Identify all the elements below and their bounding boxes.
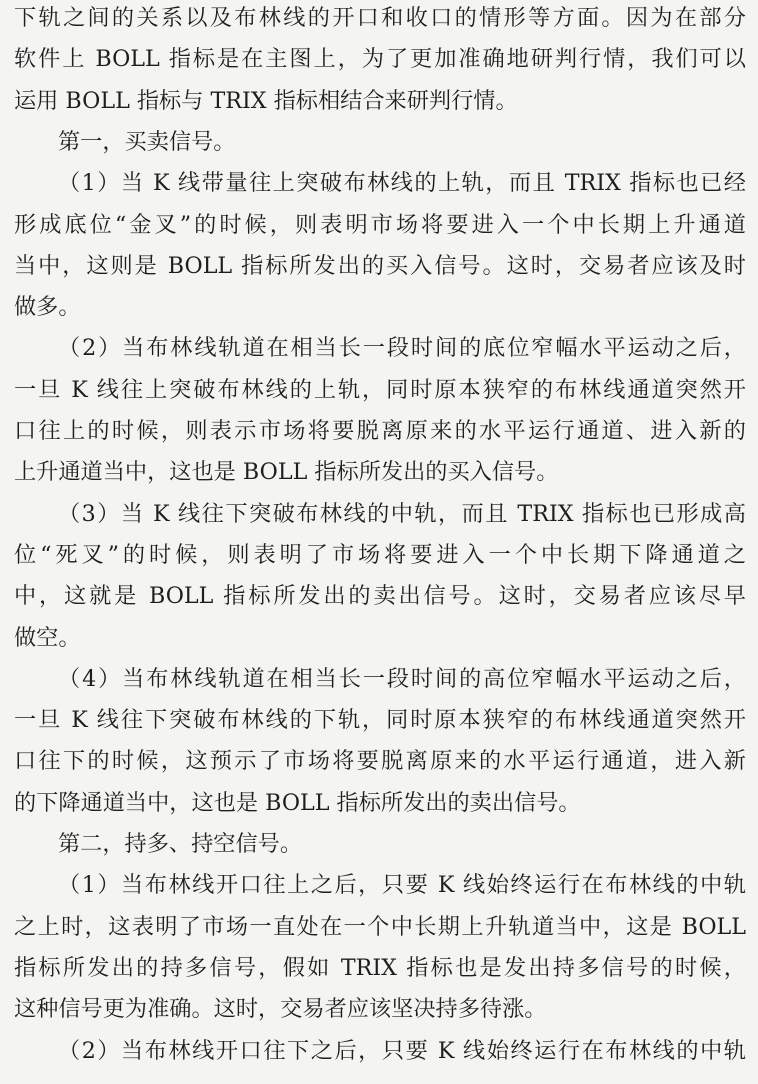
text-line-14: 位“死叉”的时候，则表明了市场将要进入一个中长期下降通道之: [14, 541, 746, 568]
text-line-5: （1）当 K 线带量往上突破布林线的上轨，而且 TRIX 指标也已经: [58, 170, 746, 197]
text-line-2: 软件上 BOLL 指标是在主图上，为了更加准确地研判行情，我们可以: [14, 46, 746, 73]
text-line-11: 口往上的时候，则表示市场将要脱离原来的水平运行通道、进入新的: [14, 418, 746, 444]
text-line-4: 第一，买卖信号。: [58, 128, 236, 155]
text-line-10: 一旦 K 线往上突破布林线的上轨，同时原本狭窄的布林线通道突然开: [14, 376, 746, 403]
text-line-7: 当中，这则是 BOLL 指标所发出的买入信号。这时，交易者应该及时: [14, 252, 746, 279]
text-line-12: 上升通道当中，这也是 BOLL 指标所发出的买入信号。: [14, 459, 559, 486]
text-line-19: 口往下的时候，这预示了市场将要脱离原来的水平运行通道，进入新: [14, 748, 746, 775]
text-line-26: （2）当布林线开口往下之后，只要 K 线始终运行在布林线的中轨: [58, 1037, 746, 1064]
text-line-3: 运用 BOLL 指标与 TRIX 指标相结合来研判行情。: [14, 87, 518, 114]
text-line-1: 下轨之间的关系以及布林线的开口和收口的情形等方面。因为在部分: [14, 5, 746, 31]
text-line-9: （2）当布林线轨道在相当长一段时间的底位窄幅水平运动之后，: [58, 335, 746, 362]
text-line-23: 之上时，这表明了市场一直处在一个中长期上升轨道当中，这是 BOLL: [14, 913, 746, 940]
text-line-24: 指标所发出的持多信号，假如 TRIX 指标也是发出持多信号的时候，: [14, 954, 746, 981]
text-line-21: 第二，持多、持空信号。: [58, 831, 303, 857]
text-line-17: （4）当布林线轨道在相当长一段时间的高位窄幅水平运动之后，: [58, 665, 746, 692]
text-line-18: 一旦 K 线往下突破布林线的下轨，同时原本狭窄的布林线通道突然开: [14, 707, 746, 734]
text-line-8: 做多。: [14, 294, 81, 321]
text-line-15: 中，这就是 BOLL 指标所发出的卖出信号。这时，交易者应该尽早: [14, 583, 746, 610]
text-line-22: （1）当布林线开口往上之后，只要 K 线始终运行在布林线的中轨: [58, 872, 746, 899]
text-line-16: 做空。: [14, 624, 81, 651]
text-line-20: 的下降通道当中，这也是 BOLL 指标所发出的卖出信号。: [14, 789, 581, 816]
text-line-6: 形成底位“金叉”的时候，则表明市场将要进入一个中长期上升通道: [14, 211, 746, 238]
text-line-25: 这种信号更为准确。这时，交易者应该坚决持多待涨。: [14, 996, 547, 1023]
text-line-13: （3）当 K 线往下突破布林线的中轨，而且 TRIX 指标也已形成高: [58, 500, 746, 527]
